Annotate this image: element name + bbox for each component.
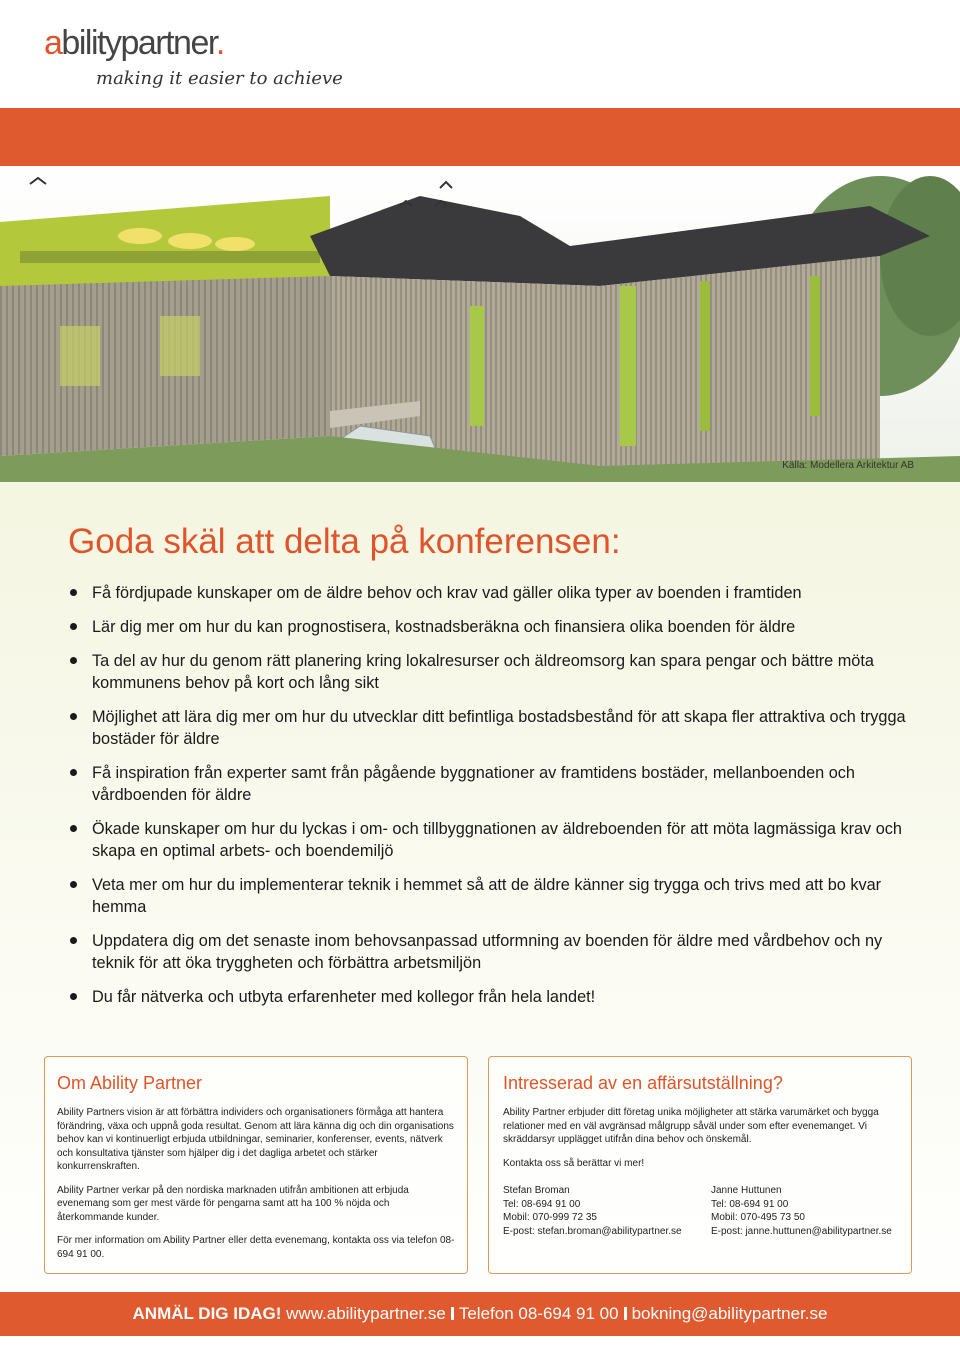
contact-email[interactable]: E-post: janne.huttunen@abilitypartner.se xyxy=(711,1225,892,1237)
list-item: Du får nätverka och utbyta erfarenheter med kollegor från hela landet! xyxy=(70,986,910,1008)
tagline: making it easier to achieve xyxy=(96,68,343,89)
bullet-icon xyxy=(70,825,77,832)
list-item: Ökade kunskaper om hur du lyckas i om- och tillbyggnationen av äldreboenden för att möta lagmässiga krav och skapa en optimal arbets- och boendemiljö xyxy=(70,818,910,862)
about-title: Om Ability Partner xyxy=(57,1073,203,1093)
exhibition-paragraph: Ability Partner erbjuder ditt företag unika möjligheter att stärka varumärket och bygga relationer med en väl avgränsad målgrupp såväl under som efter evenemanget. Vi skräddarsyr upplägget utifrån dina behov och önskemål. xyxy=(503,1107,879,1145)
building-illustration xyxy=(0,166,960,482)
bullet-icon xyxy=(70,589,77,596)
contact-phone: Tel: 08-694 91 00 xyxy=(711,1198,789,1210)
email-link[interactable]: bokning@abilitypartner.se xyxy=(631,1304,828,1323)
list-item: Ta del av hur du genom rätt planering kring lokalresurser och äldreomsorg kan spara pengar och bättre möta kommunens behov på kort och lång sikt xyxy=(70,650,910,694)
exhibition-paragraph: Kontakta oss så berättar vi mer! xyxy=(503,1157,645,1169)
contact-name: Stefan Broman xyxy=(503,1185,570,1196)
bullet-icon xyxy=(70,993,77,1000)
website-link[interactable]: www.abilitypartner.se xyxy=(286,1304,446,1323)
list-item: Uppdatera dig om det senaste inom behovsanpassad utformning av boenden för äldre med vårdbehov och ny teknik för att öka tryggheten och förbättra arbetsmiljön xyxy=(70,930,910,974)
list-item: Få inspiration från experter samt från pågående byggnationer av framtidens bostäder, mellanboenden och vårdboenden för äldre xyxy=(70,762,910,806)
hero-image xyxy=(0,166,960,482)
signup-cta[interactable]: ANMÄL DIG IDAG! xyxy=(132,1304,282,1323)
bullet-icon xyxy=(70,937,77,944)
contact-mobile: Mobil: 070-495 73 50 xyxy=(711,1212,805,1223)
page-title: Goda skäl att delta på konferensen: xyxy=(68,522,621,561)
list-item: Veta mer om hur du implementerar teknik i hemmet så att de äldre känner sig trygga och trivs med att bo kvar hemma xyxy=(70,874,910,918)
bullet-icon xyxy=(70,769,77,776)
exhibition-title: Intresserad av en affärsutställning? xyxy=(503,1073,783,1093)
list-item: Möjlighet att lära dig mer om hur du utvecklar ditt befintliga bostadsbestånd för att skapa fler attraktiva och trygga bostäder för äldre xyxy=(70,706,910,750)
about-paragraph: Ability Partners vision är att förbättra individers och organisationers förmåga att hantera förändring, växa och uppnå goda resultat. Genom att lära känna dig och din organisations behov kan vi kontinuerligt erbjuda utbildningar, seminarier, konferenser, events, nätverk och konsultativa tjänster som hjälper dig i det dagliga arbetet och stärker konkurrenskraften. xyxy=(57,1107,454,1172)
image-credit: Källa: Modellera Arkitektur AB xyxy=(782,460,914,471)
bullet-icon xyxy=(70,657,77,664)
benefits-list xyxy=(70,582,910,1020)
contact-card xyxy=(503,1184,687,1238)
bullet-icon xyxy=(70,881,77,888)
contact-card xyxy=(711,1184,895,1238)
about-paragraph: För mer information om Ability Partner eller detta evenemang, kontakta oss via telefon 08-694 91 00. xyxy=(57,1235,455,1260)
contact-email[interactable]: E-post: stefan.broman@abilitypartner.se xyxy=(503,1225,682,1237)
about-paragraph: Ability Partner verkar på den nordiska marknaden utifrån ambitionen att erbjuda evenemang som ger mest värde för pengarna samt att ha 100 % nöjda och återkommande kunder. xyxy=(57,1184,409,1223)
orange-band xyxy=(0,108,960,166)
header xyxy=(0,0,960,108)
separator xyxy=(451,1307,454,1320)
ability-partner-logo: abilitypartner. xyxy=(44,24,224,62)
contact-name: Janne Huttunen xyxy=(711,1185,782,1196)
bullet-icon xyxy=(70,713,77,720)
bullet-icon xyxy=(70,623,77,630)
footer-banner xyxy=(0,1292,960,1336)
exhibition-box xyxy=(488,1056,912,1274)
contact-phone: Tel: 08-694 91 00 xyxy=(503,1198,581,1210)
list-item: Lär dig mer om hur du kan prognostisera, kostnadsberäkna och finansiera olika boenden för äldre xyxy=(70,616,910,638)
list-item: Få fördjupade kunskaper om de äldre behov och krav vad gäller olika typer av boenden i framtiden xyxy=(70,582,910,604)
about-box xyxy=(44,1056,468,1274)
contact-mobile: Mobil: 070-999 72 35 xyxy=(503,1212,597,1223)
phone-text: Telefon 08-694 91 00 xyxy=(458,1304,619,1323)
separator xyxy=(624,1307,627,1320)
contacts xyxy=(503,1184,897,1238)
